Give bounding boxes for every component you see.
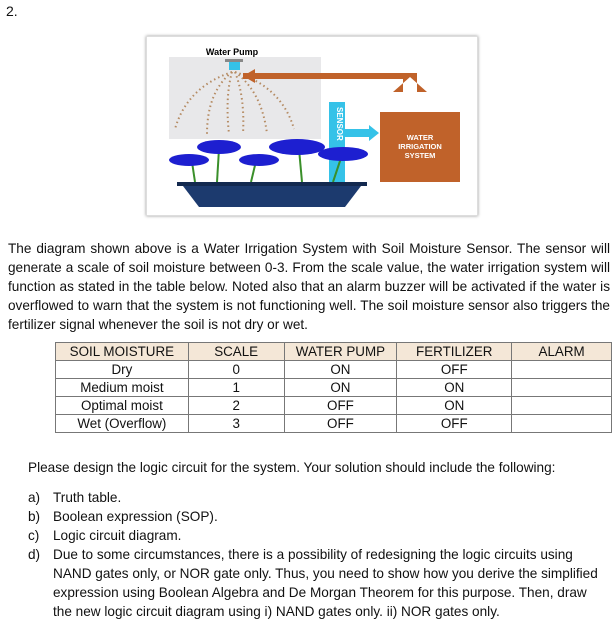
sensor-label: SENSOR	[335, 107, 344, 141]
col-water-pump: WATER PUMP	[284, 343, 397, 361]
svg-text:WATER: WATER	[406, 133, 434, 142]
table-row: Wet (Overflow) 3 OFF OFF	[56, 415, 612, 433]
table-row: Medium moist 1 ON ON	[56, 379, 612, 397]
table-row: Optimal moist 2 OFF ON	[56, 397, 612, 415]
col-alarm: ALARM	[512, 343, 612, 361]
list-item: b) Boolean expression (SOP).	[28, 509, 218, 524]
list-item: d) Due to some circumstances, there is a possibility of redesigning the logic circuits using NAND gates only, or NOR gate only. Thus, you need to show how you derive the simplified expression using Boolean Algebra and De Morgan Theorem for this purpose. Then, draw the new logic circuit diagram using i) NAND gates only. ii) NOR gates only.	[28, 547, 598, 619]
instructions: Please design the logic circuit for the system. Your solution should include the following:	[28, 460, 556, 475]
table-header-row	[56, 343, 612, 361]
col-soil-moisture: SOIL MOISTURE	[56, 343, 189, 361]
question-number: 2.	[6, 3, 18, 19]
irrigation-diagram	[146, 36, 478, 216]
svg-text:SYSTEM: SYSTEM	[404, 151, 436, 160]
list-item: c) Logic circuit diagram.	[28, 528, 182, 543]
system-table	[55, 342, 612, 433]
svg-text:IRRIGATION: IRRIGATION	[398, 142, 442, 151]
col-fertilizer: FERTILIZER	[397, 343, 512, 361]
pump-label: Water Pump	[205, 47, 259, 57]
list-item: a) Truth table.	[28, 490, 122, 505]
requirements-list	[28, 488, 608, 621]
table-row: Dry 0 ON OFF	[56, 361, 612, 379]
col-scale: SCALE	[188, 343, 284, 361]
description-paragraph: The diagram shown above is a Water Irrigation System with Soil Moisture Sensor. The sensor will generate a scale of soil moisture between 0-3. From the scale value, the water irrigation system will function as stated in the table below. Noted also that an alarm buzzer will be activated if the water is overflowed to warn that the system is not functioning well. The soil moisture sensor also triggers the fertilizer signal whenever the soil is not dry or wet.	[8, 241, 610, 332]
